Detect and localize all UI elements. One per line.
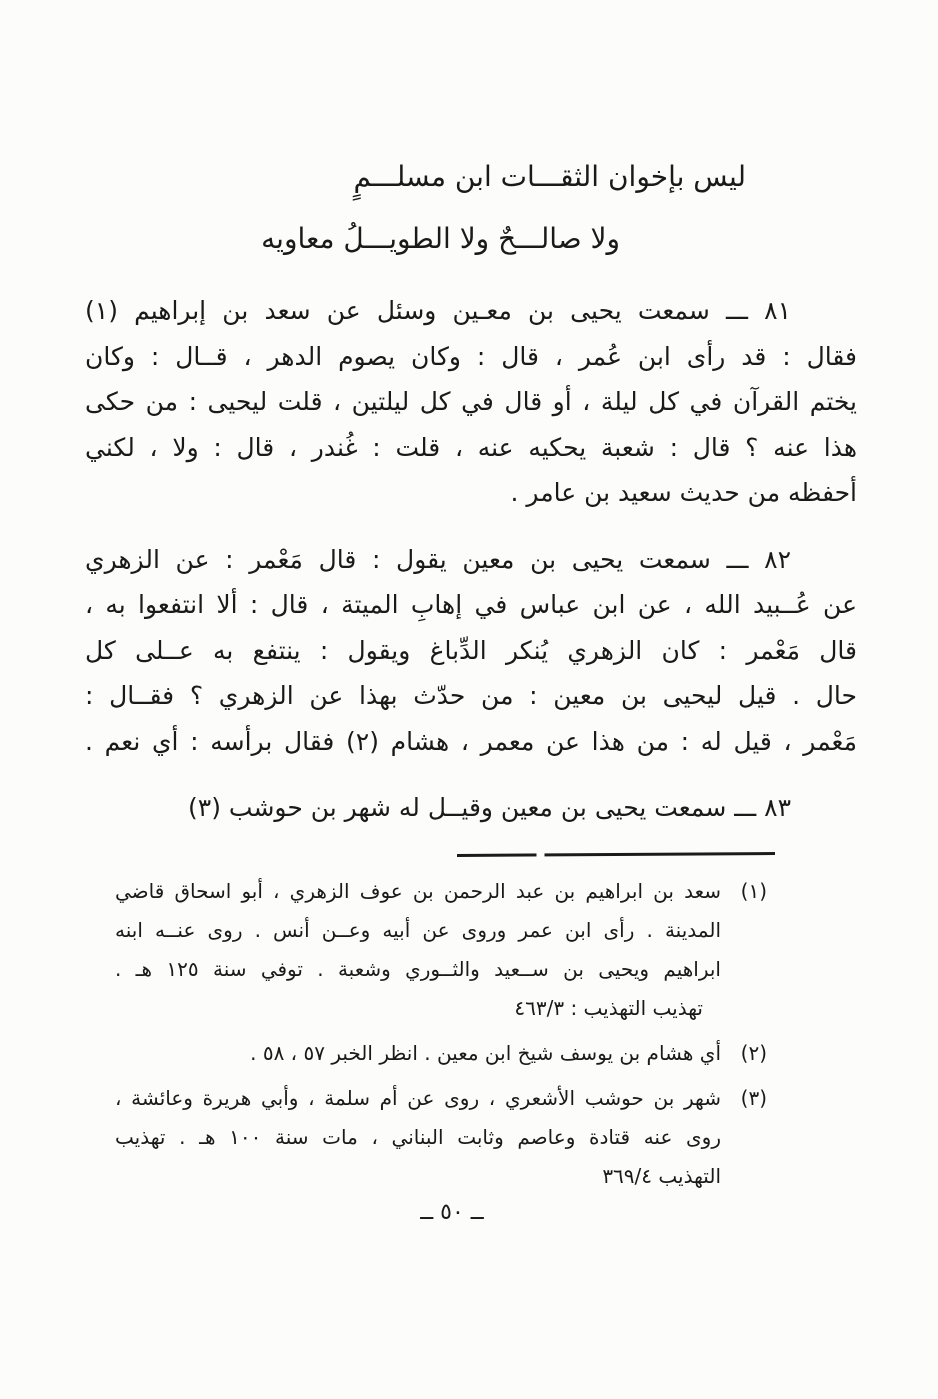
footnote-line: سعد بن ابراهيم بن عبد الرحمن بن عوف الزهري ، أبو اسحاق قاضي	[115, 879, 721, 903]
text-line: ٨٣ ـــ سمعت يحيى بن معين وقيــل له شهر بن حوشب (٣)	[188, 793, 791, 822]
footnote-line: شهر بن حوشب الأشعري ، روى عن أم سلمة ، وأبي هريرة وعائشة ،	[115, 1086, 721, 1110]
paragraph-83	[85, 785, 857, 831]
text-line: قال مَعْمر : كان الزهري يُنكر الدِّباغ ويقول : ينتفع به عــلى كل	[85, 635, 857, 665]
text-line: هذا عنه ؟ قال : شعبة يحكيه عنه ، قلت : غُندر ، قال : ولا ، لكني	[85, 432, 857, 462]
text-line: أحفظه من حديث سعيد بن عامر .	[510, 478, 857, 507]
main-text-block	[85, 288, 857, 831]
footnote-line: ابراهيم ويحيى بن ســعيد والثــوري وشعبة . توفي سنة ١٢٥ هـ .	[115, 957, 721, 981]
footnote-body	[115, 872, 721, 1028]
footnote-separator	[457, 852, 775, 857]
footnote-1	[115, 872, 767, 1028]
footnote-line: روى عنه قتادة وعاصم وثابت البناني ، مات سنة ١٠٠ هـ . تهذيب	[115, 1125, 721, 1149]
footnotes-block	[115, 872, 767, 1196]
text-line: ٨٢ ـــ سمعت يحيى بن معين يقول : قال مَعْمر : عن الزهري	[85, 544, 791, 574]
footnote-line: تهذيب التهذيب : ٤٦٣/٣	[514, 996, 703, 1020]
footnote-body	[115, 1079, 721, 1196]
verse-line-1: ليس بإخوان الثقـــات ابن مسلـــمٍ	[353, 160, 746, 193]
text-line: مَعْمر ، قيل له : من هذا عن معمر ، هشام (٢) فقال برأسه : أي نعم .	[85, 726, 858, 756]
text-line: عن عُــبيد الله ، عن ابن عباس في إهابِ الميتة ، قال : ألا انتفعوا به ،	[85, 590, 857, 619]
footnote-3	[115, 1079, 767, 1196]
footnote-body	[115, 1034, 721, 1073]
text-line: يختم القرآن في كل ليلة ، أو قال في كل ليلتين ، قلت ليحيى : من حكى	[85, 387, 857, 416]
paragraph-81	[85, 288, 857, 516]
page-number: ــ ٥٠ ــ	[420, 1200, 484, 1225]
footnote-2	[115, 1034, 767, 1073]
footnote-line: التهذيب ٣٦٩/٤	[602, 1164, 721, 1188]
footnote-marker: (٢)	[740, 1041, 767, 1065]
text-line: ٨١ ـــ سمعت يحيى بن معـين وسئل عن سعد بن إبراهيم (١)	[85, 296, 791, 325]
footnote-marker: (١)	[740, 879, 767, 903]
footnote-line: المدينة . رأى ابن عمر وروى عن أبيه وعــن أنس . روى عنــه ابنه	[115, 918, 721, 942]
footnote-line: أي هشام بن يوسف شيخ ابن معين . انظر الخبر ٥٧ ، ٥٨ .	[250, 1041, 721, 1065]
text-line: حال . قيل ليحيى بن معين : من حدّث بهذا عن الزهري ؟ فقــال :	[85, 681, 857, 710]
text-line: فقال : قد رأى ابن عُمر ، قال : وكان يصوم الدهر ، قــال : وكان	[85, 341, 857, 371]
footnote-marker: (٣)	[740, 1086, 767, 1110]
verse-line-2: ولا صالـــحٌ ولا الطويـــلُ معاويه	[261, 222, 620, 255]
paragraph-82	[85, 537, 857, 765]
